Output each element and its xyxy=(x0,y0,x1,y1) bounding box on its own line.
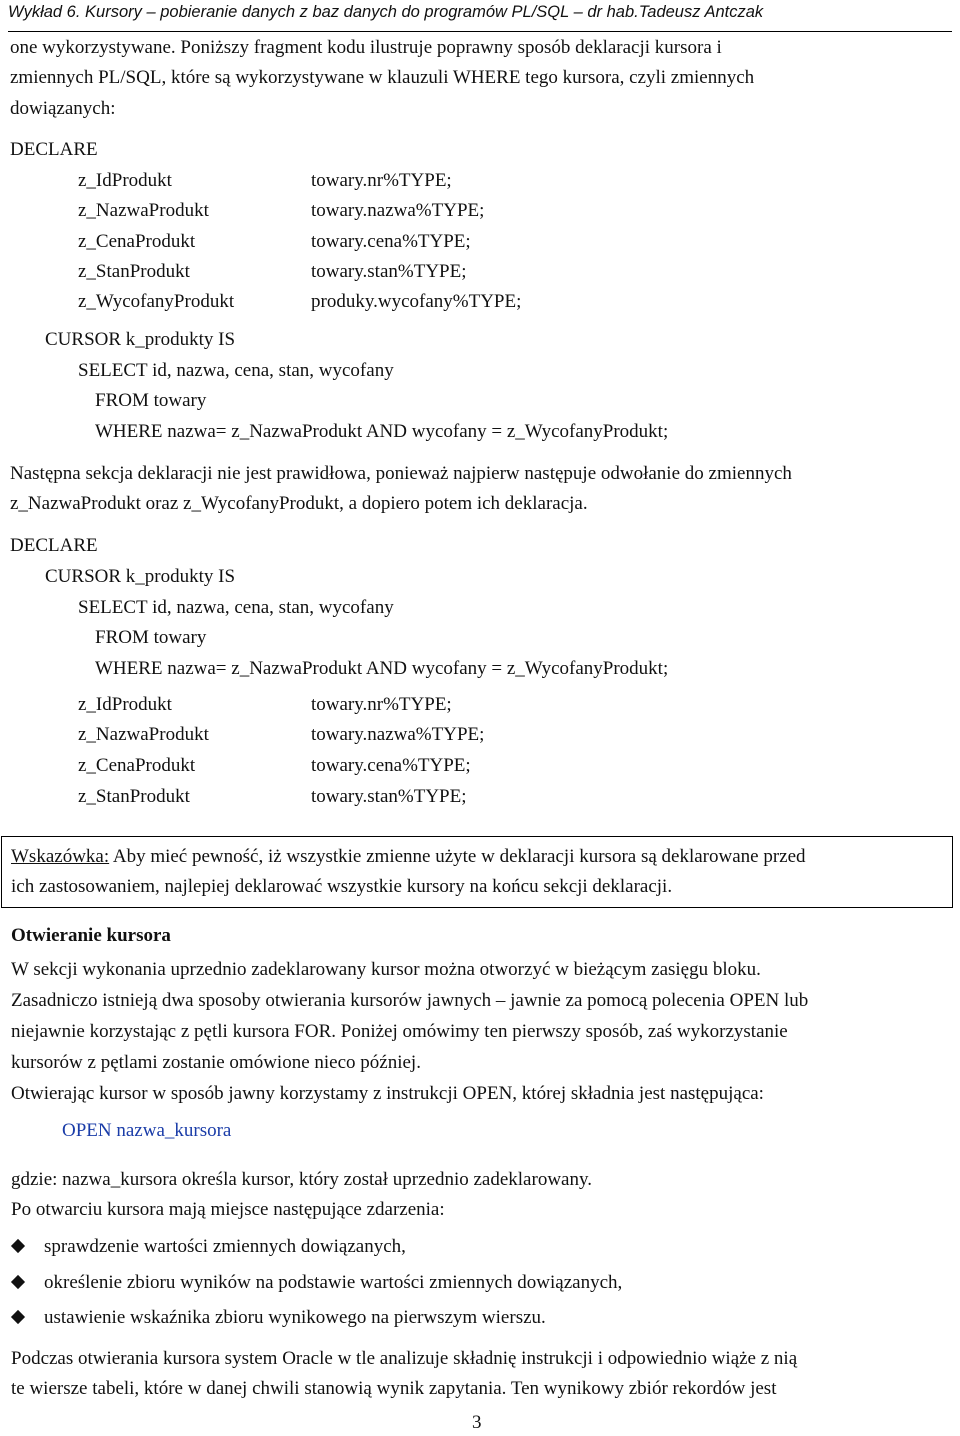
diamond-bullet-icon xyxy=(11,1275,25,1289)
code2-var-type: towary.nr%TYPE; xyxy=(311,694,452,715)
code2-select: SELECT id, nazwa, cena, stan, wycofany xyxy=(78,597,394,618)
code1-where: WHERE nazwa= z_NazwaProdukt AND wycofany = z_WycofanyProdukt; xyxy=(95,421,669,442)
code1-var-type: produky.wycofany%TYPE; xyxy=(311,291,522,312)
para2-line-2: z_NazwaProdukt oraz z_WycofanyProdukt, a dopiero potem ich deklaracja. xyxy=(10,493,588,514)
code2-where: WHERE nazwa= z_NazwaProdukt AND wycofany = z_WycofanyProdukt; xyxy=(95,658,669,679)
section-line-4: kursorów z pętlami zostanie omówione nieco później. xyxy=(11,1052,421,1073)
hint-line-1 xyxy=(11,845,806,869)
code1-var-type: towary.cena%TYPE; xyxy=(311,231,471,252)
code2-var-type: towary.stan%TYPE; xyxy=(311,786,467,807)
diamond-bullet-icon xyxy=(11,1239,25,1253)
bullet-item: ustawienie wskaźnika zbioru wynikowego na pierwszym wierszu. xyxy=(44,1307,546,1328)
code1-var-type: towary.stan%TYPE; xyxy=(311,261,467,282)
open-syntax: OPEN nazwa_kursora xyxy=(62,1120,232,1141)
code1-var-name: z_StanProdukt xyxy=(78,261,190,282)
para2-line-1: Następna sekcja deklaracji nie jest prawidłowa, ponieważ najpierw następuje odwołanie do zmiennych xyxy=(10,463,792,484)
page-header: Wykład 6. Kursory – pobieranie danych z baz danych do programów PL/SQL – dr hab.Tadeusz Antczak xyxy=(8,1,952,32)
page-number: 3 xyxy=(472,1412,482,1433)
code1-var-name: z_CenaProdukt xyxy=(78,231,196,252)
code1-var-type: towary.nr%TYPE; xyxy=(311,170,452,191)
section-line-3: niejawnie korzystając z pętli kursora FOR. Poniżej omówimy ten pierwszy sposób, zaś wykorzystanie xyxy=(11,1021,788,1042)
code1-var-name: z_WycofanyProdukt xyxy=(78,291,235,312)
intro-line-1: one wykorzystywane. Poniższy fragment kodu ilustruje poprawny sposób deklaracji kursora i xyxy=(10,37,722,58)
section-line-5: Otwierając kursor w sposób jawny korzystamy z instrukcji OPEN, której składnia jest następująca: xyxy=(11,1083,764,1104)
section-heading: Otwieranie kursora xyxy=(11,925,171,946)
final-line-2: te wiersze tabeli, które w danej chwili stanowią wynik zapytania. Ten wynikowy zbiór rekordów jest xyxy=(11,1378,777,1399)
diamond-bullet-icon xyxy=(11,1310,25,1324)
code2-var-type: towary.nazwa%TYPE; xyxy=(311,724,485,745)
code1-cursor: CURSOR k_produkty IS xyxy=(45,329,236,350)
code2-cursor: CURSOR k_produkty IS xyxy=(45,566,236,587)
intro-line-3: dowiązanych: xyxy=(10,98,116,119)
code1-var-name: z_IdProdukt xyxy=(78,170,172,191)
code2-declare: DECLARE xyxy=(10,535,98,556)
code2-var-name: z_CenaProdukt xyxy=(78,755,196,776)
intro-line-2: zmiennych PL/SQL, które są wykorzystywane w klauzuli WHERE tego kursora, czyli zmiennych xyxy=(10,67,755,88)
section-line-1: W sekcji wykonania uprzednio zadeklarowany kursor można otworzyć w bieżącym zasięgu bloku. xyxy=(11,959,761,980)
code2-from: FROM towary xyxy=(95,627,207,648)
hint-label: Wskazówka: xyxy=(11,846,110,867)
section-line-2: Zasadniczo istnieją dwa sposoby otwierania kursorów jawnych – jawnie za pomocą polecenia OPEN lub xyxy=(11,990,809,1011)
hint-line-2: ich zastosowaniem, najlepiej deklarować wszystkie kursory na końcu sekcji deklaracji. xyxy=(11,876,673,897)
code2-var-name: z_StanProdukt xyxy=(78,786,190,807)
code2-var-name: z_NazwaProdukt xyxy=(78,724,209,745)
final-line-1: Podczas otwierania kursora system Oracle w tle analizuje składnię instrukcji i odpowiednio wiąże z nią xyxy=(11,1348,798,1369)
code1-select: SELECT id, nazwa, cena, stan, wycofany xyxy=(78,360,394,381)
bullet-item: sprawdzenie wartości zmiennych dowiązanych, xyxy=(44,1236,406,1257)
hint-text-1: Aby mieć pewność, iż wszystkie zmienne użyte w deklaracji kursora są deklarowane przed xyxy=(109,846,806,867)
bullet-item: określenie zbioru wyników na podstawie wartości zmiennych dowiązanych, xyxy=(44,1272,623,1293)
code2-var-type: towary.cena%TYPE; xyxy=(311,755,471,776)
where-line: gdzie: nazwa_kursora określa kursor, który został uprzednio zadeklarowany. xyxy=(11,1169,592,1190)
code1-var-type: towary.nazwa%TYPE; xyxy=(311,200,485,221)
code2-var-name: z_IdProdukt xyxy=(78,694,172,715)
code1-declare: DECLARE xyxy=(10,139,98,160)
code1-from: FROM towary xyxy=(95,390,207,411)
code1-var-name: z_NazwaProdukt xyxy=(78,200,209,221)
after-open-line: Po otwarciu kursora mają miejsce następujące zdarzenia: xyxy=(11,1199,445,1220)
